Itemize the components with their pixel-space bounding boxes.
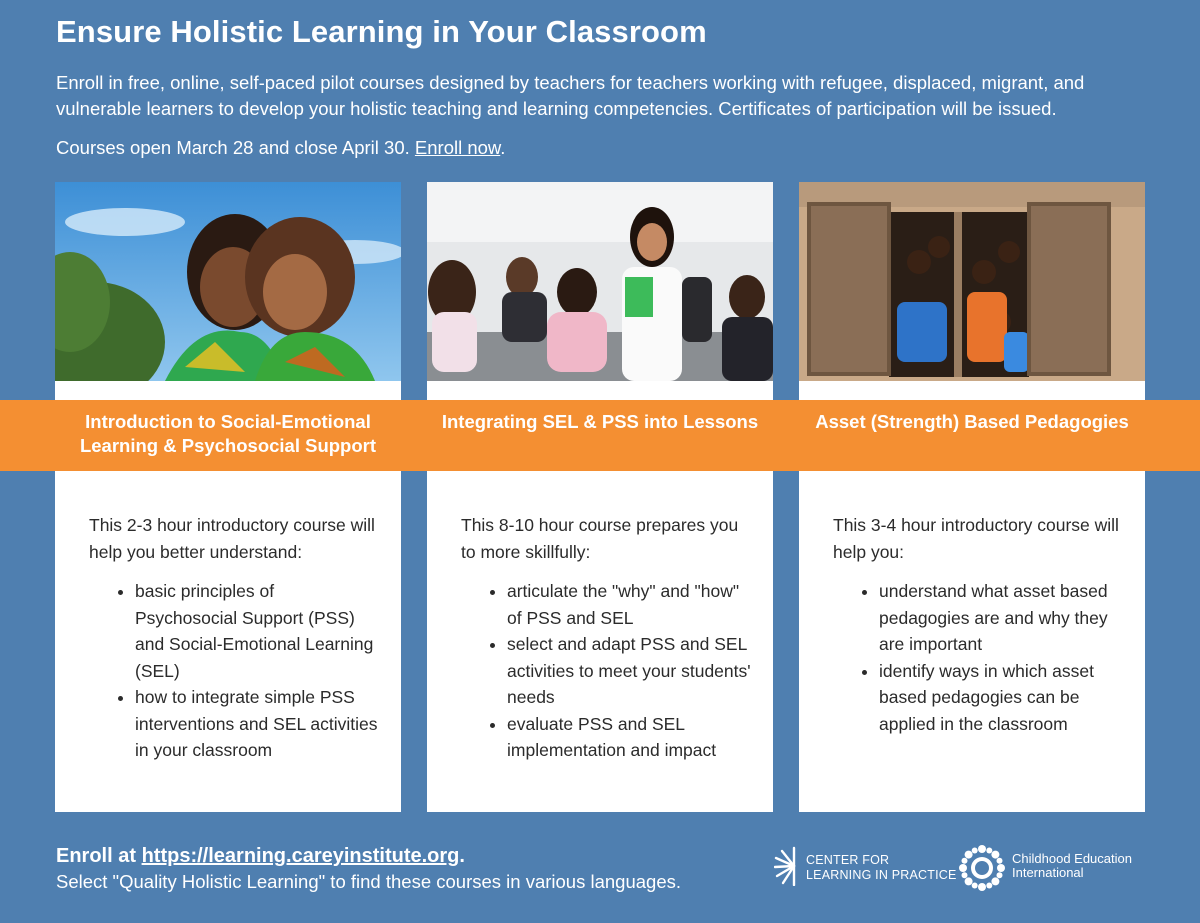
select-instructions: Select "Quality Holistic Learning" to find these courses in various languages. — [56, 871, 681, 892]
course-title: Asset (Strength) Based Pedagogies — [815, 411, 1129, 432]
course-lead: This 8-10 hour course prepares you to more skillfully: — [461, 515, 739, 562]
list-item: • articulate the "why" and "how" of PSS and SEL — [507, 578, 751, 631]
intro-paragraph: Enroll in free, online, self-paced pilot courses designed by teachers for teachers working with refugee, displaced, migrant, and vulnerable learners to develop your holistic teaching and learning competencies. Certificates of participation will be issued. — [56, 72, 1085, 119]
course-title: Integrating SEL & PSS into Lessons — [441, 411, 759, 432]
enroll-line — [56, 845, 465, 868]
course-photo-classroom-students — [427, 182, 773, 381]
course-lead: This 2-3 hour introductory course will help you better understand: — [89, 515, 375, 562]
course-card-sel-pss-intro — [55, 182, 401, 812]
list-item: • basic principles of Psychosocial Support (PSS) and Social-Emotional Learning (SEL) — [135, 578, 379, 684]
cei-logo-line: International — [1012, 865, 1084, 880]
list-item: • evaluate PSS and SEL implementation and impact — [507, 711, 751, 764]
clip-logo-line: LEARNING IN PRACTICE — [806, 868, 957, 882]
list-item: • identify ways in which asset based pedagogies can be applied in the classroom — [879, 658, 1123, 738]
list-item: • how to integrate simple PSS interventions and SEL activities in your classroom — [135, 684, 379, 764]
list-item: • understand what asset based pedagogies are and why they are important — [879, 578, 1123, 658]
learning-outcomes — [461, 578, 751, 764]
course-title: Introduction to Social-Emotional Learning & Psychosocial Support — [79, 411, 377, 456]
course-dates — [56, 137, 505, 159]
course-photo-smiling-women — [55, 182, 401, 381]
course-description — [833, 512, 1123, 737]
dates-suffix: . — [500, 137, 506, 158]
course-photo-children-window — [799, 182, 1145, 381]
learning-outcomes — [89, 578, 379, 764]
course-description — [89, 512, 379, 764]
course-card-integrating-sel-pss — [427, 182, 773, 812]
enroll-suffix: . — [459, 845, 465, 867]
clip-logo-icon — [774, 846, 806, 891]
course-lead: This 3-4 hour introductory course will help you: — [833, 515, 1119, 562]
cei-logo-line: Childhood Education — [1012, 851, 1132, 866]
clip-logo-text — [806, 853, 957, 883]
dates-text: Courses open March 28 and close April 30. — [56, 137, 415, 158]
carey-institute-link[interactable]: https://learning.careyinstitute.org — [141, 845, 460, 867]
course-description — [461, 512, 751, 764]
cei-logo-text — [1012, 852, 1132, 880]
page-title: Ensure Holistic Learning in Your Classroom — [56, 14, 707, 49]
course-card-asset-pedagogies — [799, 182, 1145, 812]
clip-logo-line: CENTER FOR — [806, 853, 890, 867]
enroll-now-link[interactable]: Enroll now — [414, 137, 501, 158]
list-item: • select and adapt PSS and SEL activities to meet your students' needs — [507, 631, 751, 711]
cei-logo-icon — [958, 844, 1006, 897]
enroll-prefix: Enroll at — [56, 845, 142, 867]
learning-outcomes — [833, 578, 1123, 737]
